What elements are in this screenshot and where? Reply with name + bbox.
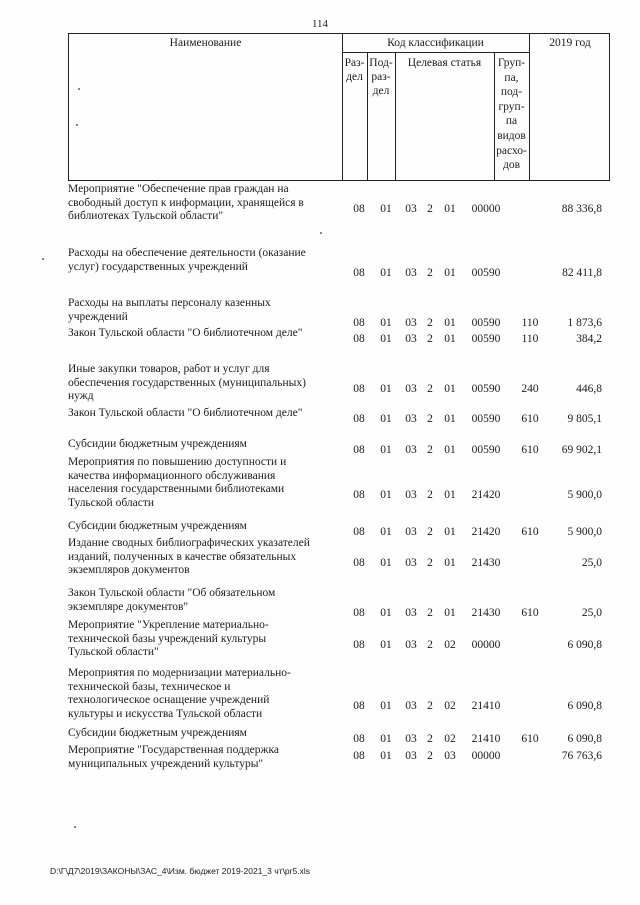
code-t4: 21420 (471, 489, 501, 501)
row-name-line: Расходы на выплаты персоналу казенных (68, 297, 271, 309)
code-t4: 21410 (471, 700, 501, 712)
row-name (68, 520, 336, 534)
row-name-line: культуры и искусства Тульской области (68, 707, 263, 720)
code-t1: 03 (405, 526, 417, 538)
row-name-line: Мероприятия по модернизации материально- (68, 667, 291, 679)
code-t1: 03 (405, 413, 417, 425)
row-name-line: экземпляров документов (68, 564, 190, 576)
row-amount: 82 411,8 (562, 266, 602, 279)
code-t1: 03 (405, 333, 417, 345)
code-t3: 01 (444, 556, 456, 569)
code-r: 08 (353, 638, 365, 651)
row-amount: 6 090,8 (567, 700, 602, 712)
code-t4: 00590 (471, 382, 501, 395)
code-r: 08 (353, 526, 365, 538)
code-r: 08 (353, 489, 365, 501)
row-name (68, 727, 336, 741)
row-name-line: Закон Тульской области "О библиотечном деле" (68, 327, 303, 339)
row-name-line: услуг) государственных учреждений (68, 260, 248, 273)
row-name (68, 587, 336, 614)
code-t1: 03 (405, 316, 417, 329)
code-p: 01 (380, 700, 392, 712)
row-name-line: свободный доступ к информации, хранящейся в (68, 196, 304, 209)
code-t1: 03 (405, 750, 417, 762)
code-p: 01 (380, 266, 392, 279)
code-t2: 2 (427, 606, 433, 619)
code-r: 08 (353, 444, 365, 456)
code-t2: 2 (427, 733, 433, 745)
code-t1: 03 (405, 606, 417, 619)
code-r: 08 (353, 266, 365, 279)
row-name (68, 407, 336, 421)
code-r: 08 (353, 606, 365, 619)
row-name-line: Мероприятие "Обеспечение прав граждан на (68, 183, 289, 195)
code-p: 01 (380, 733, 392, 745)
code-p: 01 (380, 606, 392, 619)
header-target-article: Целевая статья (407, 57, 482, 69)
code-t3: 01 (444, 202, 456, 215)
row-name-line: Субсидии бюджетным учреждениям (68, 520, 247, 532)
row-amount: 9 805,1 (567, 413, 602, 425)
code-v: 110 (521, 316, 539, 329)
row-name-line: Иные закупки товаров, работ и услуг для (68, 363, 270, 375)
code-t1: 03 (405, 638, 417, 651)
row-amount: 6 090,8 (567, 638, 602, 651)
row-name-line: технологическое оснащение учреждений (68, 694, 270, 706)
code-t3: 01 (444, 606, 456, 619)
row-name-line: Тульской области (68, 496, 155, 509)
code-t2: 2 (427, 266, 433, 279)
code-p: 01 (380, 413, 392, 425)
scan-speck (320, 232, 322, 234)
code-t3: 01 (444, 382, 456, 395)
row-name-line: населения государственными библиотеками (68, 483, 285, 495)
row-name-line: Мероприятие "Укрепление материально- (68, 619, 269, 631)
row-name (68, 183, 336, 224)
code-t1: 03 (405, 202, 417, 215)
code-t1: 03 (405, 382, 417, 395)
scan-speck (76, 124, 78, 126)
header-divider (342, 52, 529, 53)
row-amount: 25,0 (581, 606, 602, 619)
code-t3: 01 (444, 316, 456, 329)
code-r: 08 (353, 202, 365, 215)
code-t4: 00590 (471, 444, 501, 456)
code-r: 08 (353, 333, 365, 345)
row-amount: 5 900,0 (567, 526, 602, 538)
row-name (68, 537, 336, 578)
code-t4: 21420 (471, 526, 501, 538)
code-r: 08 (353, 316, 365, 329)
row-amount: 384,2 (576, 333, 602, 345)
code-t2: 2 (427, 700, 433, 712)
code-t2: 2 (427, 638, 433, 651)
code-r: 08 (353, 556, 365, 569)
code-t2: 2 (427, 444, 433, 456)
row-name-line: Субсидии бюджетным учреждениям (68, 438, 247, 450)
header-section: Раз- дел (344, 57, 365, 83)
row-name (68, 619, 336, 660)
code-v: 610 (521, 733, 539, 745)
code-r: 08 (353, 413, 365, 425)
code-t2: 2 (427, 316, 433, 329)
code-t4: 21430 (471, 556, 501, 569)
row-name-line: Расходы на обеспечение деятельности (оказание (68, 247, 306, 259)
code-t3: 01 (444, 413, 456, 425)
row-name (68, 456, 336, 510)
code-p: 01 (380, 556, 392, 569)
code-t2: 2 (427, 489, 433, 501)
row-amount: 69 902,1 (561, 444, 602, 456)
code-t3: 03 (444, 750, 456, 762)
code-p: 01 (380, 382, 392, 395)
code-v: 610 (521, 444, 539, 456)
code-t3: 01 (444, 526, 456, 538)
row-name (68, 363, 336, 404)
code-t4: 00590 (471, 316, 501, 329)
row-name-line: обеспечения государственных (муниципальных) (68, 376, 306, 389)
row-name-line: библиотеках Тульской области" (68, 210, 224, 222)
row-name-line: Закон Тульской области "О библиотечном деле" (68, 407, 303, 419)
code-v: 110 (521, 333, 539, 345)
code-t3: 02 (444, 700, 456, 712)
row-name-line: нужд (68, 390, 94, 402)
row-name-line: экземпляре документов" (68, 600, 189, 613)
header-name: Наименование (169, 37, 242, 49)
code-t4: 00590 (471, 333, 501, 345)
row-name-line: технической базы, техническое и (68, 680, 231, 693)
row-name-line: Закон Тульской области "Об обязательном (68, 587, 276, 599)
code-t3: 02 (444, 733, 456, 745)
code-t2: 2 (427, 556, 433, 569)
row-amount: 446,8 (576, 382, 602, 395)
code-t2: 2 (427, 333, 433, 345)
row-amount: 88 336,8 (561, 202, 602, 215)
code-p: 01 (380, 750, 392, 762)
row-name (68, 297, 336, 324)
code-t2: 2 (427, 526, 433, 538)
code-r: 08 (353, 700, 365, 712)
code-v: 610 (521, 413, 539, 425)
row-name-line: качества информационного обслуживания (68, 469, 276, 482)
header-year: 2019 год (549, 37, 591, 49)
row-name-line: учреждений (68, 310, 128, 323)
row-amount: 76 763,6 (561, 750, 602, 762)
code-t4: 00000 (471, 202, 501, 215)
row-name (68, 667, 336, 721)
code-t3: 01 (444, 444, 456, 456)
code-t1: 03 (405, 700, 417, 712)
code-p: 01 (380, 526, 392, 538)
code-v: 240 (521, 382, 539, 395)
row-amount: 1 873,6 (567, 316, 602, 329)
file-path-footer: D:\Г\Д7\2019\ЗАКОНЫ\ЗАС_4\Изм. бюджет 2019-2021_3 чт\pr5.xls (50, 866, 310, 876)
row-name (68, 438, 336, 452)
code-t3: 01 (444, 266, 456, 279)
code-t4: 00590 (471, 413, 501, 425)
table-header (68, 33, 610, 181)
row-name-line: муниципальных учреждений культуры" (68, 757, 264, 770)
code-t1: 03 (405, 489, 417, 501)
code-t2: 2 (427, 413, 433, 425)
scan-speck (74, 826, 76, 828)
code-t3: 01 (444, 489, 456, 501)
code-v: 610 (521, 526, 539, 538)
row-name-line: изданий, полученных в качестве обязательных (68, 550, 297, 563)
code-p: 01 (380, 316, 392, 329)
header-subsection: Под- раз- дел (369, 57, 393, 97)
code-t4: 00000 (471, 750, 501, 762)
row-amount: 6 090,8 (567, 733, 602, 745)
row-name-line: Тульской области" (68, 646, 159, 658)
code-t2: 2 (427, 202, 433, 215)
code-t1: 03 (405, 556, 417, 569)
code-t1: 03 (405, 733, 417, 745)
code-p: 01 (380, 489, 392, 501)
header-divider (395, 52, 396, 180)
row-name (68, 327, 336, 341)
row-name (68, 247, 336, 274)
header-divider (529, 34, 530, 180)
row-amount: 5 900,0 (567, 489, 602, 501)
code-t4: 21430 (471, 606, 501, 619)
code-v: 610 (521, 606, 539, 619)
code-t4: 21410 (471, 733, 501, 745)
code-t3: 02 (444, 638, 456, 651)
code-p: 01 (380, 333, 392, 345)
code-r: 08 (353, 750, 365, 762)
scan-speck (42, 258, 44, 260)
code-p: 01 (380, 444, 392, 456)
code-p: 01 (380, 202, 392, 215)
row-name-line: Мероприятия по повышению доступности и (68, 456, 287, 468)
code-t4: 00000 (471, 638, 501, 651)
code-p: 01 (380, 638, 392, 651)
code-t1: 03 (405, 266, 417, 279)
row-name-line: Мероприятие "Государственная поддержка (68, 744, 280, 756)
code-r: 08 (353, 733, 365, 745)
row-name (68, 744, 336, 771)
row-amount: 25,0 (581, 556, 602, 569)
code-t3: 01 (444, 333, 456, 345)
row-name-line: Издание сводных библиографических указателей (68, 537, 310, 549)
code-t4: 00590 (471, 266, 501, 279)
page-number: 114 (311, 18, 329, 30)
code-t2: 2 (427, 382, 433, 395)
header-expense-type: Груп- па, под- груп- па видов расхо- дов (496, 57, 527, 172)
row-name-line: технической базы учреждений культуры (68, 632, 267, 645)
code-t1: 03 (405, 444, 417, 456)
code-t2: 2 (427, 750, 433, 762)
code-r: 08 (353, 382, 365, 395)
scan-speck (78, 88, 80, 90)
row-name-line: Субсидии бюджетным учреждениям (68, 727, 247, 739)
header-code-group: Код классификации (387, 37, 484, 49)
